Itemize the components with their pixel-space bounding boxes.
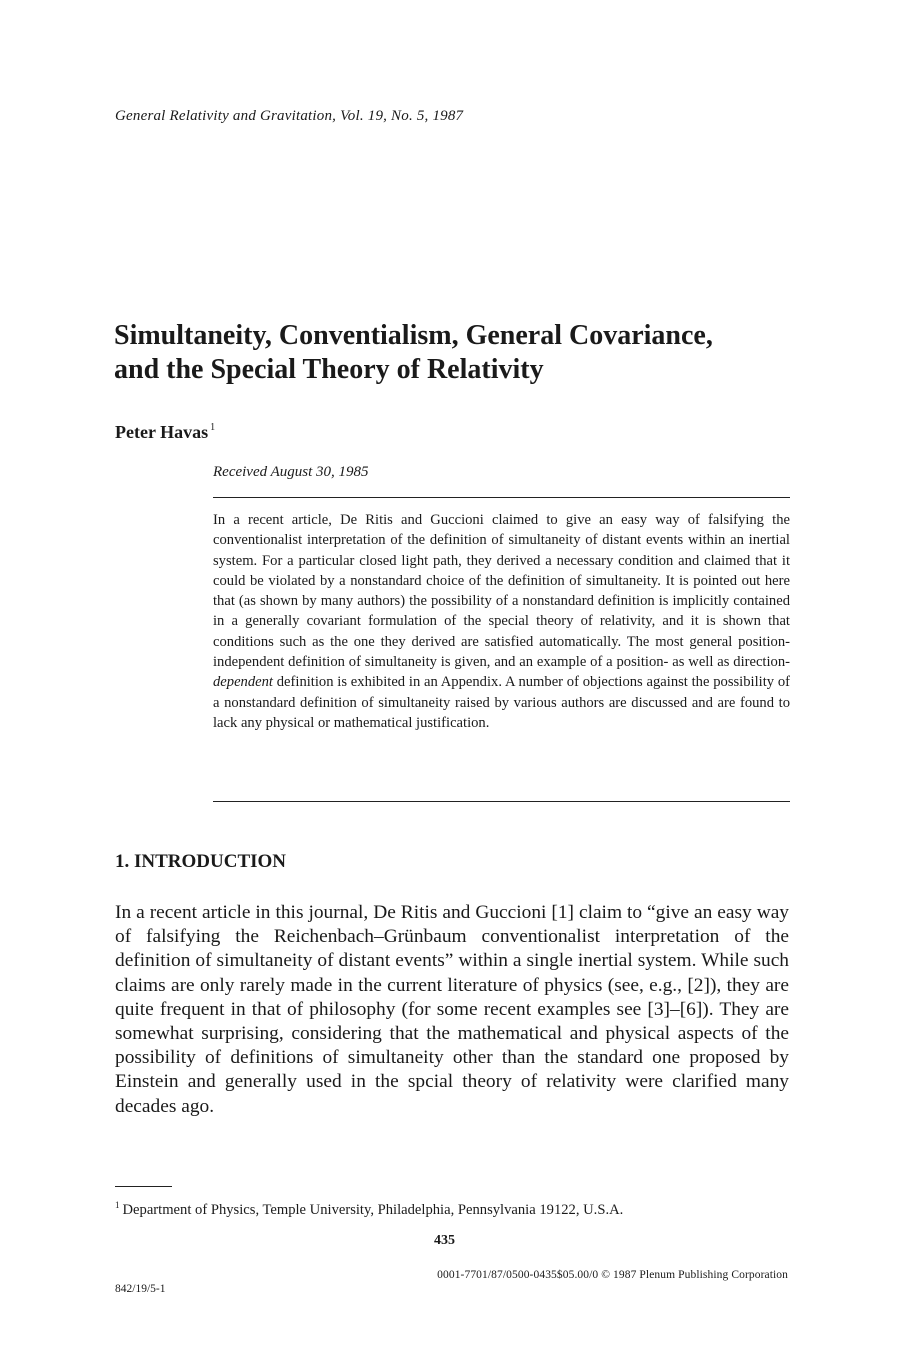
received-date: Received August 30, 1985 bbox=[213, 464, 369, 480]
copyright-line: 0001-7701/87/0500-0435$05.00/0 © 1987 Plenum Publishing Corporation bbox=[437, 1269, 788, 1281]
footnote-text: Department of Physics, Temple University, Philadelphia, Pennsylvania 19122, U.S.A. bbox=[122, 1202, 624, 1218]
abstract-top-rule bbox=[213, 497, 790, 498]
footnote-mark: 1 bbox=[115, 1200, 120, 1210]
title-line-1: Simultaneity, Conventialism, General Covariance, bbox=[114, 320, 713, 351]
footnote-rule bbox=[115, 1186, 172, 1187]
article-title bbox=[114, 319, 814, 387]
abstract-text-part-1: In a recent article, De Ritis and Guccioni claimed to give an easy way of falsifying the conventionalist interpretation of the definition of simultaneity of distant events within an inertial system. For a particular closed light path, they derived a necessary condition and claimed that it could be violated by a nonstandard choice of the definition of simultaneity. It is pointed out here that (as shown by many authors) the possibility of a nonstandard definition is implicitly contained in a generally covariant formulation of the special theory of relativity, and it is shown that conditions such as the one they derived are satisfied automatically. The most general position-independent definition of simultaneity is given, and an example of a position- as well as direction- bbox=[213, 512, 790, 671]
author-name: Peter Havas bbox=[115, 422, 209, 442]
abstract bbox=[213, 510, 790, 733]
manuscript-code: 842/19/5-1 bbox=[115, 1283, 166, 1295]
intro-paragraph: In a recent article in this journal, De Ritis and Guccioni [1] claim to “give an easy way of falsifying the Reichenbach–Grünbaum conventionalist interpretation of the definition of simultaneity of distant events” within a single inertial system. While such claims are only rarely made in the current literature of physics (see, e.g., [2]), they are quite frequent in that of philosophy (for some recent examples see [3]–[6]). They are somewhat surprising, considering that the mathematical and physical aspects of the possibility of definitions of simultaneity other than the standard one proposed by Einstein and generally used in the spcial theory of relativity were clarified many decades ago. bbox=[115, 902, 789, 1117]
abstract-emphasis: dependent bbox=[213, 674, 273, 691]
abstract-text-part-2: definition is exhibited in an Appendix. A number of objections against the possibility of a nonstandard definition of simultaneity raised by various authors are discussed and are found to lack any physical or mathematical justification. bbox=[213, 674, 790, 731]
author-footnote-mark: 1 bbox=[210, 422, 216, 433]
page-number: 435 bbox=[434, 1233, 455, 1248]
title-line-2: and the Special Theory of Relativity bbox=[114, 354, 544, 385]
journal-citation: General Relativity and Gravitation, Vol. 19, No. 5, 1987 bbox=[115, 108, 464, 124]
abstract-bottom-rule bbox=[213, 801, 790, 802]
section-heading: 1. INTRODUCTION bbox=[115, 851, 287, 872]
footnote bbox=[115, 1200, 623, 1219]
author bbox=[115, 422, 215, 443]
